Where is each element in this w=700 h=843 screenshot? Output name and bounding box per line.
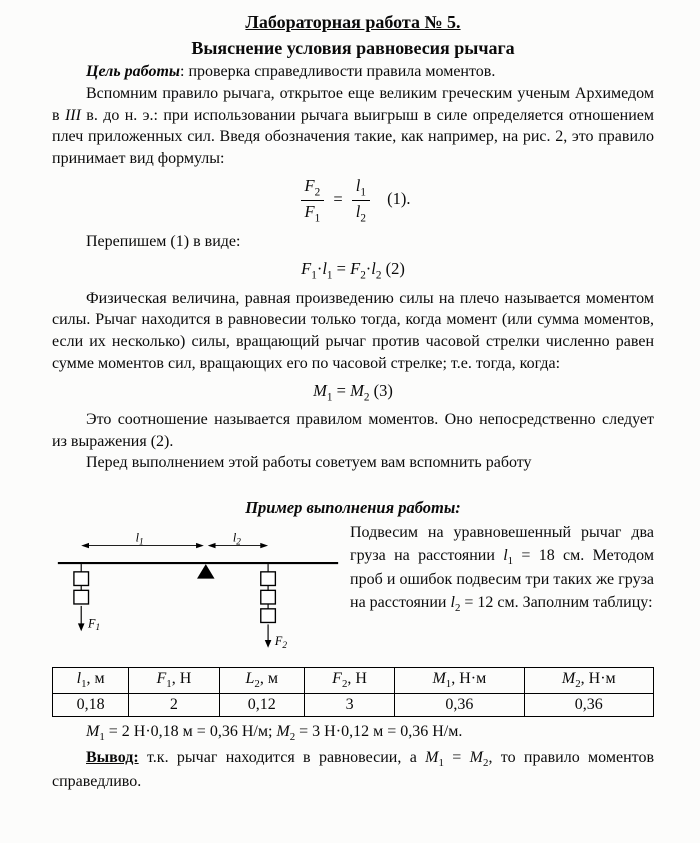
table-cell: 0,12 [219, 693, 304, 716]
moment-paragraph: Физическая величина, равная произведению силы на плечо называется моментом силы. Рычаг находится в равновесии только тогда, когда момент (или сумма моментов, если их несколько) силы, вращающий рычаг против часовой стрелки численно равен сумме моментов сил, вращающих его по часовой стрелке; т.е. тогда, когда: [52, 289, 654, 372]
fraction-denominator [352, 201, 370, 225]
conclusion-paragraph [52, 747, 654, 793]
math-sub: 1 [507, 554, 514, 567]
math-sub: 1 [445, 678, 452, 691]
f1-label: $F_1$ [88, 616, 101, 633]
goal-label: Цель работы [86, 63, 180, 81]
math-sub: 2 [454, 602, 461, 615]
unit-label: , Н·м [451, 670, 487, 688]
math-sub: 2 [363, 390, 370, 403]
intro-text-2: в. до н. э.: при использовании рычага выигрыш в силе определяется отношением плеч приложенных сил. Введя обозначения такие, как например, на рис. 2, это правило принимает вид формулы: [52, 106, 655, 168]
advice-paragraph: Перед выполнением этой работы советуем вам вспомнить работу [86, 454, 532, 472]
math-sub: 2 [341, 678, 348, 691]
left-weight-stack [74, 564, 89, 604]
f2-label: $F_2$ [274, 633, 287, 650]
math-var: M [276, 722, 290, 740]
math-var: M [350, 380, 364, 400]
multiply-dot: · [365, 259, 372, 279]
arrowhead-down [265, 640, 272, 648]
l2-label: $l_2$ [232, 530, 241, 547]
equals-sign: = [443, 748, 470, 766]
rewrite-line: Перепишем (1) в виде: [86, 233, 241, 251]
example-paragraph [344, 522, 654, 617]
example-text-2: = 18 см. Методом проб и ошибок подвесим три таких же груза на расстоянии [350, 546, 654, 612]
table-header-cell [304, 668, 394, 693]
math-var: l [76, 670, 82, 688]
math-var: M [432, 670, 446, 688]
math-var: l [322, 259, 327, 279]
math-var: l [371, 259, 376, 279]
math-var: M [86, 722, 100, 740]
fraction-numerator [352, 176, 370, 201]
rule-paragraph: Это соотношение называется правилом моментов. Оно непосредственно следует из выражения (2). [52, 410, 654, 450]
math-var: L [245, 670, 255, 688]
dimension-l1 [81, 531, 204, 549]
right-weight-stack [261, 564, 276, 622]
math-var: l [450, 594, 455, 612]
math-var: F [304, 175, 315, 195]
fraction-numerator [301, 176, 325, 201]
force-arrow-f2 [265, 624, 288, 649]
math-var: F [350, 259, 361, 279]
math-sub: 1 [311, 269, 317, 282]
weight [74, 590, 89, 604]
intro-text-1: Вспомним правило рычага, открытое еще великим греческим ученым Архимедом в [52, 84, 654, 124]
weight [261, 609, 276, 623]
roman-numeral: III [64, 106, 81, 124]
unit-label: , Н [347, 670, 367, 688]
weight [261, 572, 276, 586]
page-title-line1: Лабораторная работа № 5. [245, 12, 461, 32]
l1-label: $l_1$ [135, 530, 144, 547]
unit-label: , м [259, 670, 278, 688]
table-header-row [53, 668, 654, 693]
unit-label: , м [86, 670, 105, 688]
math-sub: 1 [99, 730, 105, 743]
math-sub: 2 [314, 186, 321, 199]
table-header-cell [219, 668, 304, 693]
unit-label: , Н [171, 670, 192, 688]
weight [74, 572, 89, 586]
table-header-cell [53, 668, 129, 693]
formula-1 [52, 176, 654, 226]
math-sub: 1 [166, 678, 172, 691]
table-cell: 0,36 [395, 693, 524, 716]
example-text-3: = 12 см. Заполним таблицу: [460, 594, 653, 612]
math-sub: 1 [360, 186, 366, 199]
math-var: F [301, 259, 312, 279]
conclusion-label: Вывод: [86, 748, 139, 766]
table-header-cell [395, 668, 524, 693]
fraction-left [301, 176, 325, 226]
table-header-cell [524, 668, 653, 693]
math-sub: 1 [326, 269, 333, 282]
goal-paragraph [52, 61, 654, 83]
math-var: M [561, 670, 576, 688]
lever-diagram [52, 530, 344, 661]
math-sub: 2 [575, 678, 581, 691]
table-header-cell [129, 668, 219, 693]
math-sub: 2 [483, 756, 489, 769]
lever-diagram-container [52, 522, 344, 661]
arrowhead-right [260, 543, 268, 548]
calc-text-1: = 2 Н·0,18 м = 0,36 Н/м; [104, 722, 277, 740]
math-sub: 1 [326, 390, 333, 403]
unit-label: , Н·м [580, 670, 616, 688]
intro-paragraph [52, 83, 654, 170]
arrowhead-left [81, 543, 89, 548]
equals-sign: = [332, 259, 351, 279]
math-sub: 2 [360, 212, 366, 225]
force-arrow-f1 [78, 606, 100, 632]
arrowhead-down [78, 623, 85, 631]
example-heading: Пример выполнения работы: [245, 498, 461, 518]
math-sub: 2 [360, 269, 366, 282]
calc-text-2: = 3 Н·0,12 м = 0,36 Н/м. [295, 722, 463, 740]
table-cell: 0,18 [53, 693, 129, 716]
fraction-denominator [301, 201, 325, 225]
fulcrum-icon [197, 564, 215, 579]
math-var: M [469, 748, 483, 766]
math-sub: 2 [289, 730, 296, 743]
formula-number: (1). [387, 189, 411, 209]
arrowhead-left [208, 543, 216, 548]
multiply-dot: · [316, 259, 323, 279]
example-text-1: Подвесим на уравновешенный рычаг два груза на расстоянии [350, 524, 654, 564]
math-var: l [355, 202, 361, 222]
table-cell: 3 [304, 693, 394, 716]
math-sub: 2 [375, 269, 382, 282]
math-var: M [313, 380, 327, 400]
equals-sign: = [332, 380, 351, 400]
calculation-line [52, 721, 654, 745]
weight [261, 590, 276, 604]
equals-sign: = [333, 189, 343, 209]
math-var: F [332, 670, 342, 688]
formula-3 [52, 381, 654, 403]
example-section [52, 522, 654, 661]
page-title-line2: Выяснение условия равновесия рычага [191, 37, 515, 58]
table-cell: 0,36 [524, 693, 653, 716]
math-var: F [304, 202, 315, 222]
goal-text: : проверка справедливости правила моментов. [180, 63, 496, 81]
formula-number: (2) [381, 259, 405, 279]
math-sub: 2 [254, 678, 260, 691]
fraction-right [352, 176, 370, 226]
math-var: l [355, 175, 361, 195]
conclusion-text-2: , то правило моментов справедливо. [52, 748, 654, 790]
dimension-l2 [208, 531, 268, 549]
math-var: l [503, 546, 508, 564]
math-var: M [425, 748, 439, 766]
results-table [52, 667, 654, 716]
table-cell: 2 [129, 693, 219, 716]
math-var: F [156, 670, 167, 688]
table-value-row [53, 693, 654, 716]
math-sub: 1 [438, 756, 444, 769]
math-sub: 1 [81, 678, 87, 691]
formula-number: (3) [369, 380, 393, 400]
formula-2 [52, 259, 654, 281]
math-sub: 1 [314, 212, 321, 225]
arrowhead-right [196, 543, 204, 548]
conclusion-text-1: т.к. рычаг находится в равновесии, а [138, 748, 426, 766]
